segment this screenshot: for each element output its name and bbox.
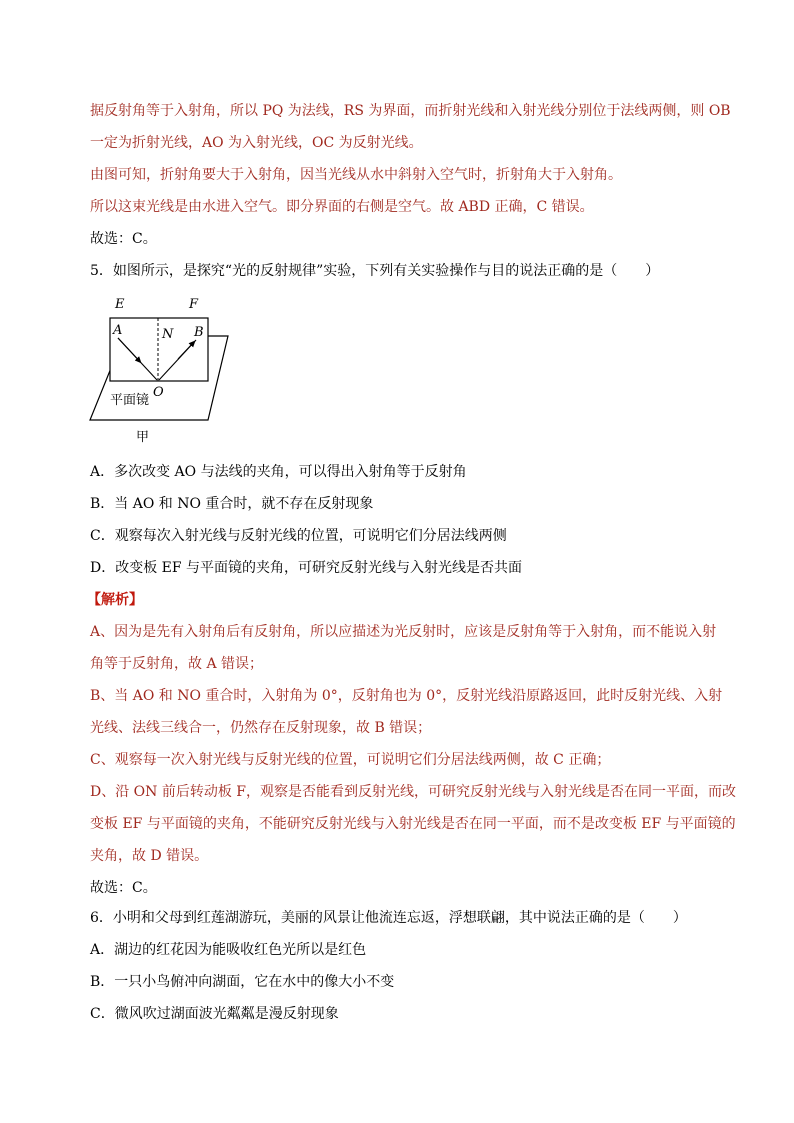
analysis-line: D、沿 ON 前后转动板 F，观察是否能看到反射光线，可研究反射光线与入射光线是否在同一平面，而改	[90, 784, 737, 800]
solution-line: 据反射角等于入射角，所以 PQ 为法线，RS 为界面，而折射光线和入射光线分别位于法线两侧，则 OB	[90, 103, 731, 119]
label-n: N	[162, 327, 174, 342]
question-6-option-b: B．一只小鸟俯冲向湖面，它在水中的像大小不变	[90, 974, 395, 990]
analysis-line: A、因为是先有入射角后有反射角，所以应描述为光反射时，应该是反射角等于入射角，而不能说入射	[90, 624, 717, 640]
answer-line: 故选：C。	[90, 231, 157, 247]
question-5-option-a: A．多次改变 AO 与法线的夹角，可以得出入射角等于反射角	[90, 464, 467, 480]
analysis-line: 角等于反射角，故 A 错误；	[90, 656, 264, 672]
analysis-line: B、当 AO 和 NO 重合时，入射角为 0°，反射角也为 0°，反射光线沿原路返回，此时反射光线、入射	[90, 688, 723, 704]
question-5-option-b: B．当 AO 和 NO 重合时，就不存在反射现象	[90, 496, 374, 512]
question-5-option-c: C．观察每次入射光线与反射光线的位置，可说明它们分居法线两侧	[90, 528, 507, 544]
question-5-stem: 5．如图所示，是探究“光的反射规律”实验，下列有关实验操作与目的说法正确的是（ ）	[90, 263, 660, 279]
solution-line: 所以这束光线是由水进入空气。即分界面的右侧是空气。故 ABD 正确，C 错误。	[90, 199, 594, 215]
analysis-line: 夹角，故 D 错误。	[90, 848, 209, 864]
mirror-label: 平面镜	[110, 393, 150, 408]
figure-caption: 甲	[136, 430, 150, 445]
answer-line: 故选：C。	[90, 880, 157, 896]
solution-line: 由图可知，折射角要大于入射角，因当光线从水中斜射入空气时，折射角大于入射角。	[90, 167, 622, 183]
analysis-line: 光线、法线三线合一，仍然存在反射现象，故 B 错误；	[90, 720, 432, 736]
label-b: B	[194, 325, 204, 340]
question-6-option-c: C．微风吹过湖面波光粼粼是漫反射现象	[90, 1006, 339, 1022]
analysis-tag: 【解析】	[87, 592, 143, 608]
label-o: O	[153, 385, 164, 400]
reflection-experiment-figure	[88, 288, 248, 448]
analysis-line: C、观察每一次入射光线与反射光线的位置，可说明它们分居法线两侧，故 C 正确；	[90, 752, 611, 768]
question-5-option-d: D．改变板 EF 与平面镜的夹角，可研究反射光线与入射光线是否共面	[90, 560, 523, 576]
label-e: E	[115, 297, 125, 312]
question-6-stem: 6．小明和父母到红莲湖游玩，美丽的风景让他流连忘返，浮想联翩，其中说法正确的是（ ）	[90, 910, 687, 926]
analysis-line: 变板 EF 与平面镜的夹角，不能研究反射光线与入射光线是否在同一平面，而不是改变板 EF 与平面镜的	[90, 816, 736, 832]
label-a: A	[113, 323, 123, 338]
label-f: F	[189, 297, 199, 312]
solution-line: 一定为折射光线，AO 为入射光线，OC 为反射光线。	[90, 135, 423, 151]
question-6-option-a: A．湖边的红花因为能吸收红色光所以是红色	[90, 942, 367, 958]
